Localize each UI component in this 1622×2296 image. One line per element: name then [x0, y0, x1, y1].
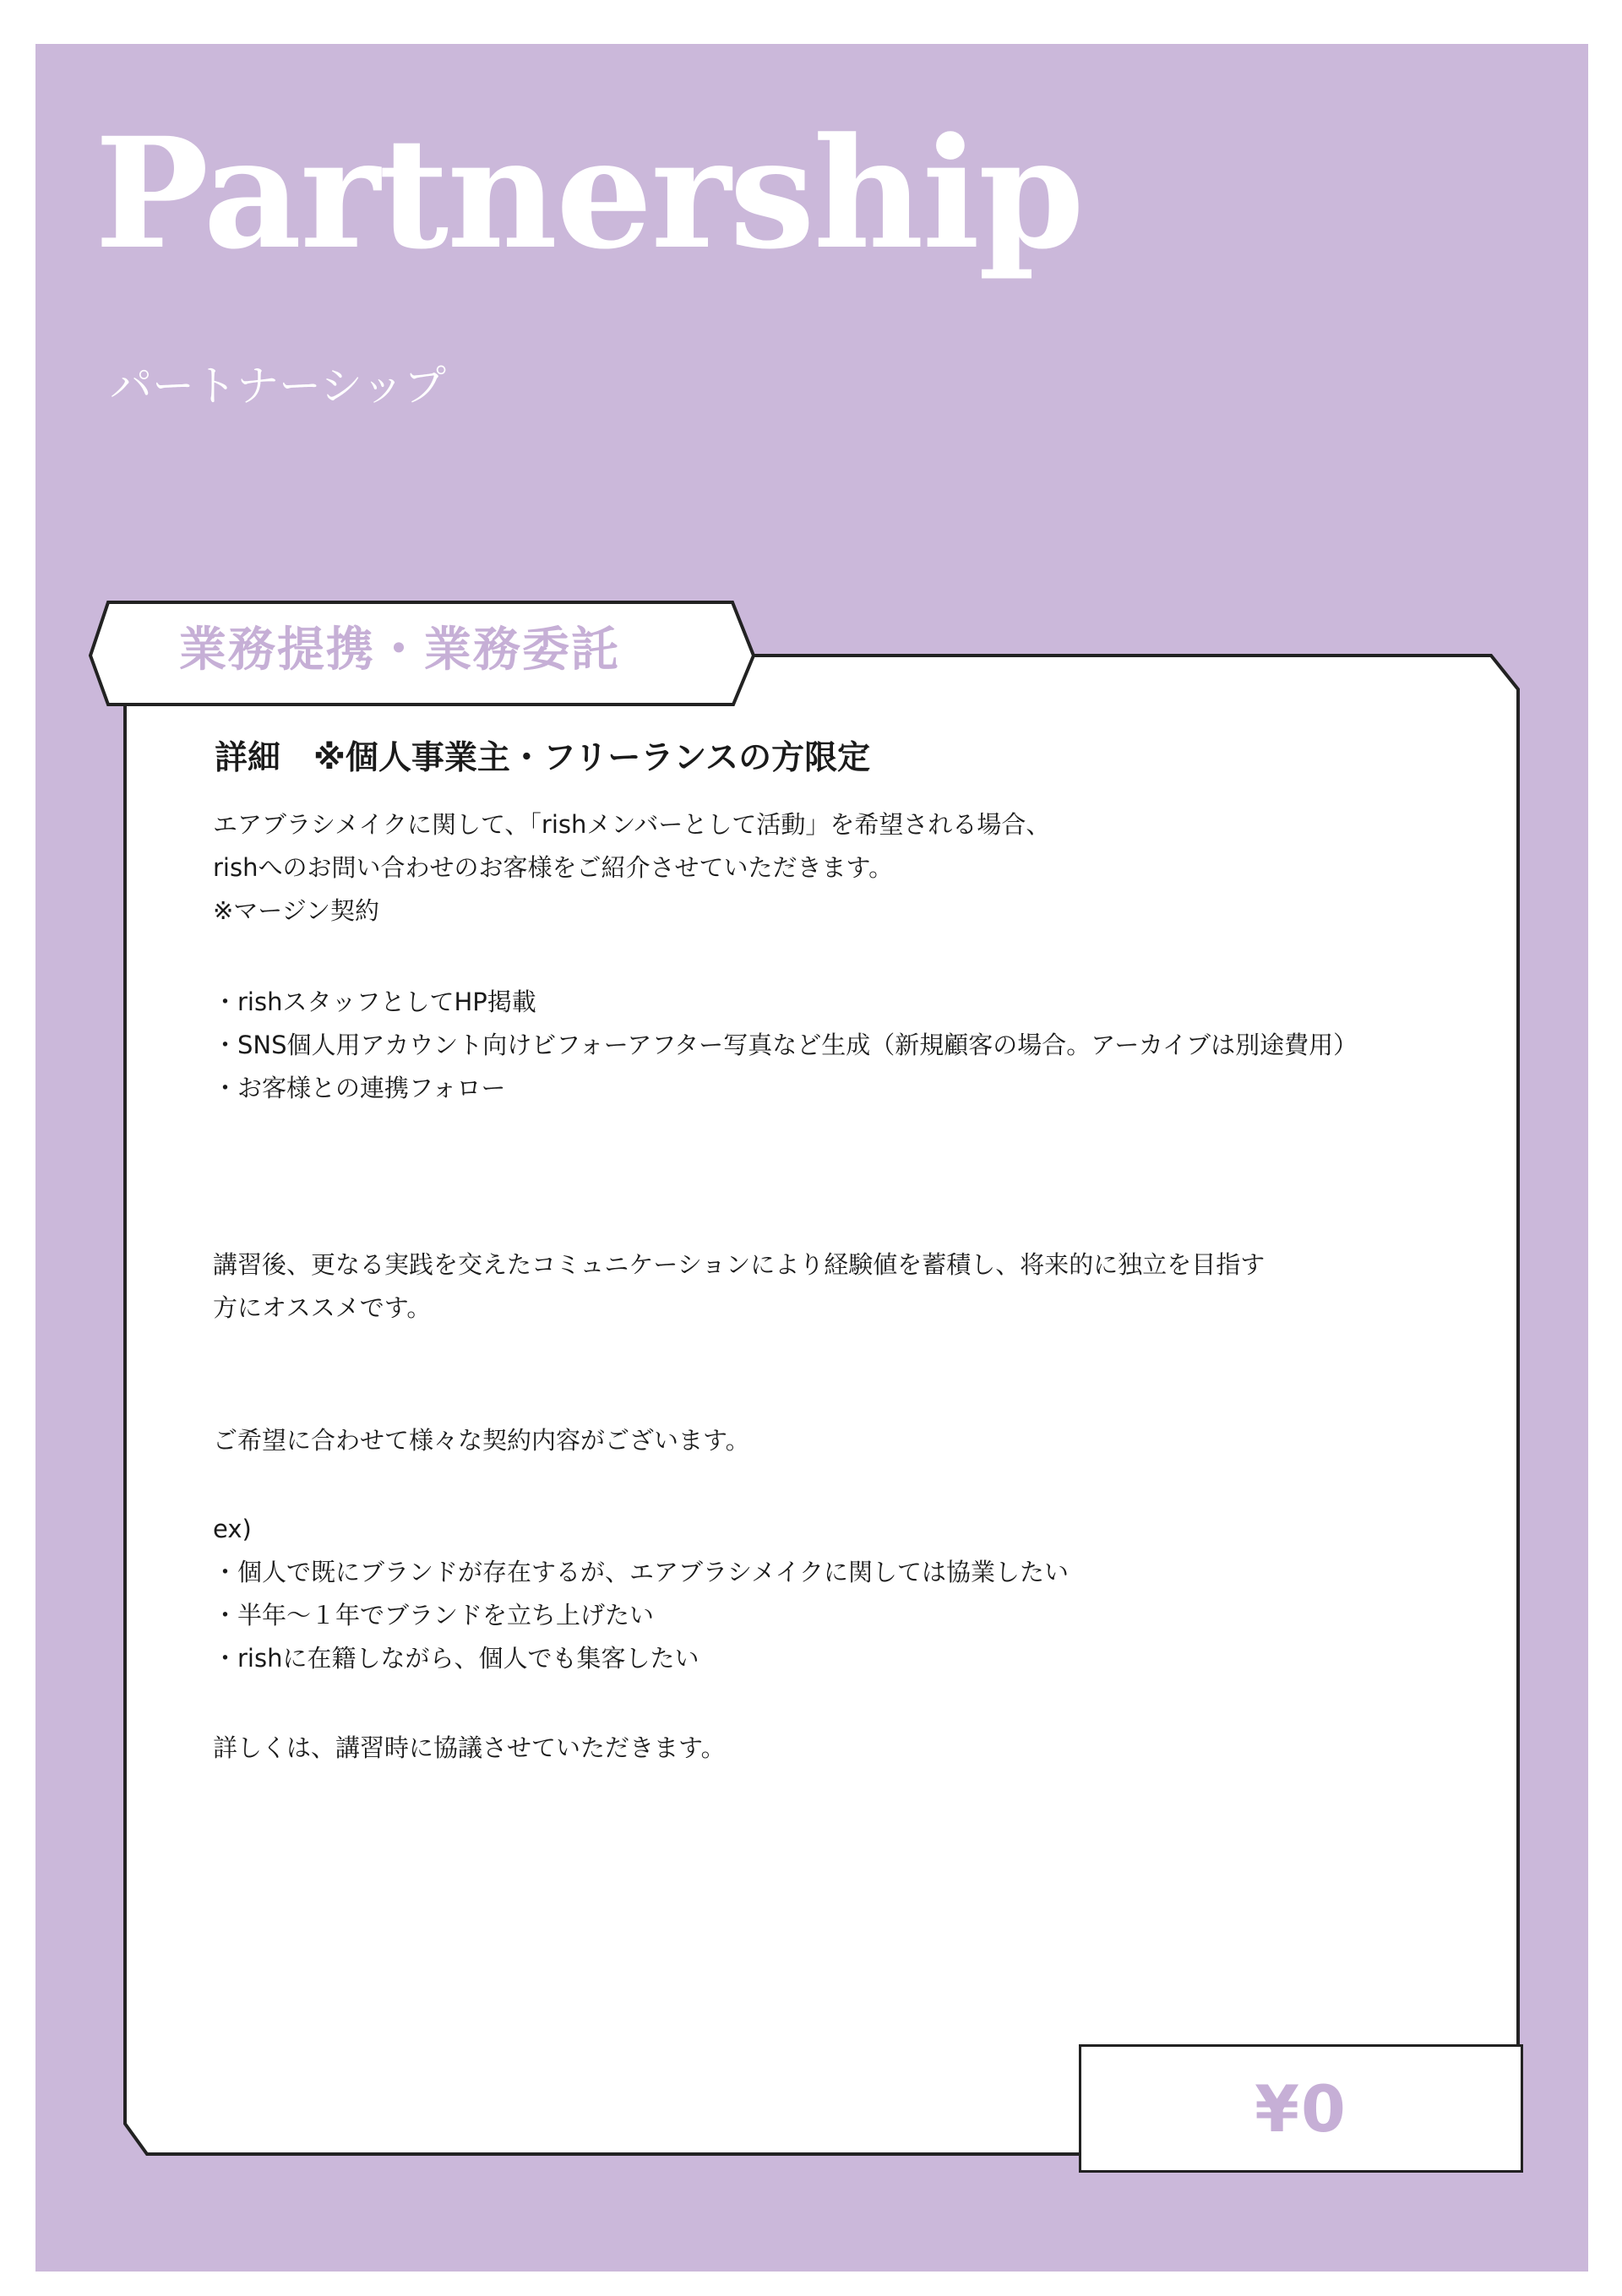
recommend-line: 講習後、更なる実践を交えたコミュニケーションにより経験値を蓄積し、将来的に独立を目指す	[213, 1250, 1265, 1279]
list-item: ・個人で既にブランドが存在するが、エアブラシメイクに関しては協業したい	[213, 1558, 1069, 1586]
page-subtitle: パートナーシップ	[110, 362, 446, 411]
benefits-list	[213, 981, 1358, 1110]
list-item: ・rishに在籍しながら、個人でも集客したい	[213, 1644, 699, 1673]
closing-note: 詳しくは、講習時に協議させていただきます。	[213, 1733, 726, 1762]
intro-line: ※マージン契約	[213, 896, 379, 925]
detail-heading: 詳細 ※個人事業主・フリーランスの方限定	[215, 739, 871, 777]
price-box	[1079, 2044, 1523, 2173]
page-title: Partnership	[95, 105, 1083, 283]
examples-label: ex)	[213, 1515, 252, 1543]
list-item: ・SNS個人用アカウント向けビフォーアフター写真など生成（新規顧客の場合。アーカイブは別途費用）	[213, 1031, 1358, 1059]
recommend-paragraph	[213, 1243, 1265, 1330]
card-tab-title: 業務提携・業務委託	[179, 623, 620, 677]
intro-paragraph	[213, 803, 1050, 933]
list-item: ・半年～１年でブランドを立ち上げたい	[213, 1601, 655, 1630]
list-item: ・お客様との連携フォロー	[213, 1074, 506, 1102]
recommend-line: 方にオススメです。	[213, 1293, 432, 1322]
price-value: ¥0	[1255, 2070, 1347, 2146]
examples-list	[213, 1508, 1069, 1680]
intro-line: エアブラシメイクに関して、「rishメンバーとして活動」を希望される場合、	[213, 810, 1051, 839]
list-item: ・rishスタッフとしてHP掲載	[213, 987, 536, 1016]
intro-line: rishへのお問い合わせのお客様をご紹介させていただきます。	[213, 853, 894, 882]
contract-intro: ご希望に合わせて様々な契約内容がございます。	[213, 1426, 750, 1455]
